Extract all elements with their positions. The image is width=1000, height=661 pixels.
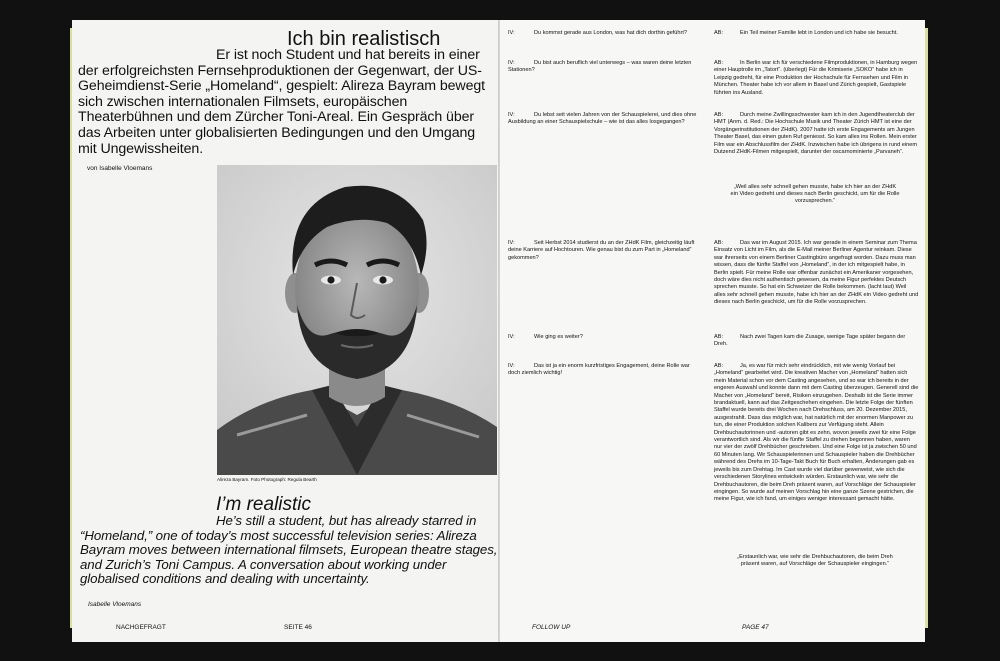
question-3: IV: Du lebst seit vielen Jahren von der Schauspielerei, und dies ohne Ausbildung an einer Schauspielschule – wie ist das alles losgegangen?	[508, 112, 697, 126]
answer-5: AB: Nach zwei Tagen kam die Zusage, wenige Tage später begann der Dreh.	[714, 334, 906, 348]
footer-page-number-right: PAGE 47	[742, 624, 769, 631]
answer-4: AB: Das war im August 2015. Ich war gerade in einem Seminar zum Thema Einsatz von Licht im Film, als die E-Mail meiner Berliner Agentur reinkam. Diese war ihrerseits von einem Berliner Castingbüro angefragt worden. Dazu muss man wissen, dass die fünfte Staffel von „Homeland“, in der ich mitgespielt habe, in Berlin spielt. Für meine Rolle war offenbar zunächst ein Amerikaner vorgesehen, doch wäre dies nicht authentisch gewesen, da meine Figur perfektes Deutsch sprechen musste. So hat ein Schweizer die Rolle bekommen. (lacht laut) Weil alles sehr schnell gehen musste, habe ich hier an der ZHdK ein Video gedreht und dieses nach Berlin geschickt, um für die Rolle vorzusprechen.	[714, 240, 919, 306]
right-page	[500, 20, 925, 642]
lead-en: He’s still a student, but has already starred in “Homeland,” one of today’s most successful television series: Alireza Bayram moves between international filmsets, European theatre stages, and Zurich’s Toni Campus. A conversation about working under globalised conditions and dealing with uncertainty.	[80, 513, 498, 587]
question-1: IV: Du kommst gerade aus London, was hat dich dorthin geführt?	[508, 30, 687, 36]
byline-en: Isabelle Vloemans	[88, 601, 142, 608]
byline-de: von Isabelle Vloemans	[87, 165, 153, 172]
answer-1: AB: Ein Teil meiner Familie lebt in London und ich habe sie besucht.	[714, 30, 898, 36]
pull-quote-1: „Weil alles sehr schnell gehen musste, habe ich hier an der ZHdK ein Video gedreht und dieses nach Berlin geschickt, um für die Rolle vorzusprechen.“	[730, 184, 900, 205]
answer-6: AB: Ja, es war für mich sehr eindrücklich, mit wie wenig Vorlauf bei „Homeland“ gearbeitet wird. Die kreativen Macher von „Homeland“ hatten sich mein Material schon vor dem Casting angesehen, und so war ich bereits in der engeren Auswahl und konnte dann mit dem Casting überzeugen. Generell sind die Macher von „Homeland“ bereit, Risiken einzugehen. Deshalb ist die Serie immer brandaktuell, kann auf das Zeitgeschehen eingehen. Die letzte Folge der fünften Staffel wurde bereits drei Wochen nach Drehschluss, am 20. Dezember 2015, ausgestrahlt. Dass das möglich war, hat natürlich mit der enormen Manpower zu tun, die einer Produktion solchen Kalibers zur Verfügung steht. Allein Drehbuchautorinnen und -autoren gibt es zehn, wovon jeweils zwei für eine Folge verantwortlich sind. Als wir die fünfte Staffel zu drehen begonnen haben, waren nur vier der zwölf Drehbücher geschrieben. Und eine Folge ist ja zwischen 50 und 60 Minuten lang. Wir Schauspielerinnen und Schauspieler haben die Drehbücher während des Drehs im 10-Tage-Takt Buch für Buch erhalten, Änderungen gab es jeweils bis zum Drehtag. Im Cast wurde viel darüber gewerweist, wie sich die verschiedenen Storylines entwickeln würden. Erstaunlich war, wie sehr die Drehbuchautoren, die beim Dreh präsent waren, auf Vorschläge der Schauspieler eingingen. So wurde auf meinen Vorschlag hin eine ganze Szene gestrichen, die meine Figur, wie ich fand, um einiges weniger interessant gemacht hätte.	[714, 363, 919, 503]
left-page	[72, 20, 500, 642]
question-2: IV: Du bist auch beruflich viel unterwegs – was waren deine letzten Stationen?	[508, 60, 692, 74]
footer-section-right: FOLLOW UP	[532, 624, 571, 631]
question-5: IV: Wie ging es weiter?	[508, 334, 583, 340]
footer-page-number-left: SEITE 46	[284, 624, 312, 631]
question-6: IV: Das ist ja ein enorm kurzfristiges Engagement, deine Rolle war doch ziemlich wichtig!	[508, 363, 690, 377]
photo-caption: Alireza Bayram. Foto Photograph: Regula Bearth	[217, 477, 317, 482]
page-edge-right	[925, 28, 928, 628]
title-en: I’m realistic	[216, 494, 312, 515]
answer-2: AB: In Berlin war ich für verschiedene Filmproduktionen, in Hamburg wegen einer Hauptrolle im „Tatort“. (überlegt) Für die Krimiserie „SOKO“ habe ich in Leipzig gedreht, für eine Produktion der Hochschule für Fernsehen und Film in München. Theater habe ich vor allem in Basel und Zürich gespielt, Gastspiele führten ins Ausland.	[714, 60, 918, 96]
title-de: Ich bin realistisch	[287, 28, 441, 50]
lead-de: Er ist noch Student und hat bereits in einer der erfolgreichsten Fernsehproduktionen der Gegenwart, der US-Geheimdienst-Serie „Homeland“, gespielt: Alireza Bayram bewegt sich zwischen internationalen Filmsets, europäischen Theaterbühnen und dem Zürcher Toni-Areal. Ein Gespräch über das Arbeiten unter globalisierten Bedingungen und den Umgang mit Ungewissheiten.	[78, 47, 486, 157]
portrait-photo	[217, 165, 497, 475]
answer-3: AB: Durch meine Zwillingsschwester kam ich in den Jugendtheaterclub der HMT (Anm. d. Red.: Die Hochschule Musik und Theater Zürich HMT ist eine der Vorgängerinstitutionen der ZHdK). 2007 hatte ich erste Engagements am Jungen Theater Basel, das einen guten Ruf geniesst. So kam alles ins Rollen. Mein erster Film war ein Abschlussfilm der ZHdK. Inzwischen habe ich übrigens in rund einem Dutzend ZHdK-Filmen mitgespielt, darunter der oscarnominierte „Parvaneh“.	[714, 112, 918, 156]
pull-quote-2: „Erstaunlich war, wie sehr die Drehbuchautoren, die beim Dreh präsent waren, auf Vorschläge der Schauspieler eingingen.“	[737, 554, 893, 568]
question-4: IV: Seit Herbst 2014 studierst du an der ZHdK Film, gleichzeitig läuft deine Karriere auf Hochtouren. Wie genau bist du zum Part in „Homeland“ gekommen?	[508, 240, 695, 261]
footer-section-left: NACHGEFRAGT	[116, 624, 166, 631]
